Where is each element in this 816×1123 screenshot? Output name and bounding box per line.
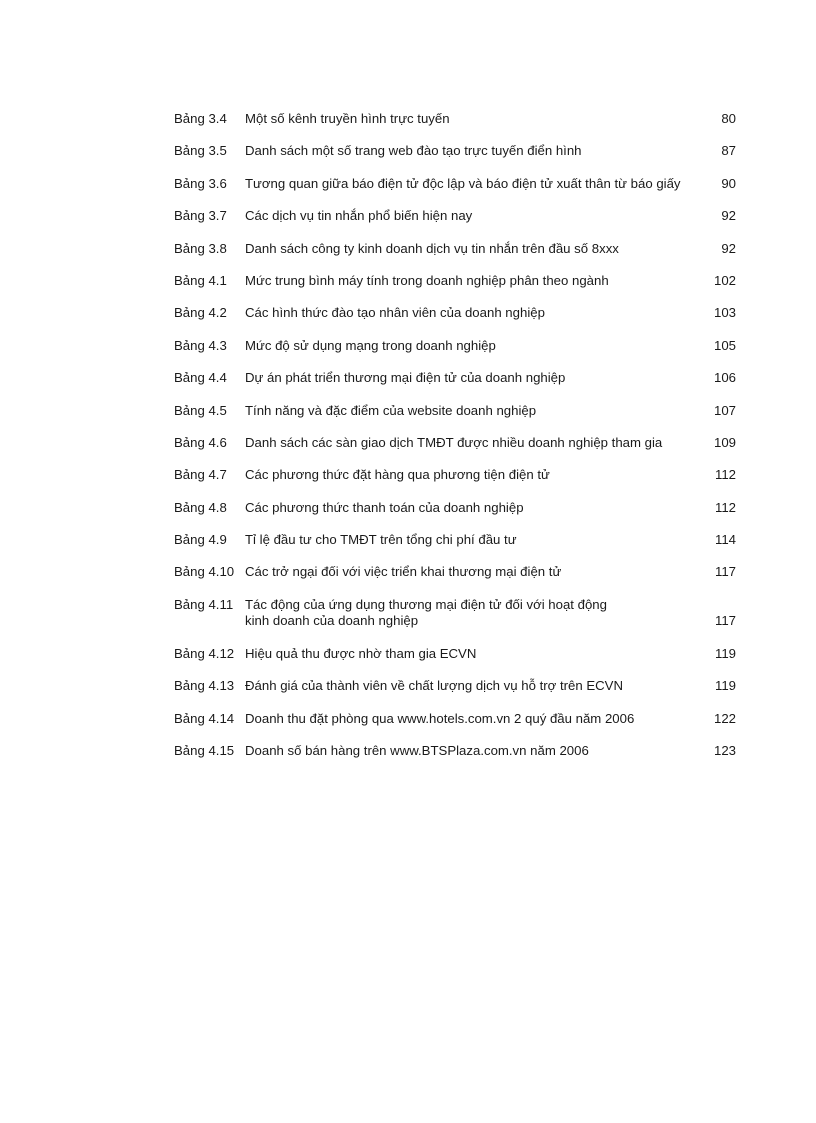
table-number: Bảng 4.6 bbox=[174, 434, 227, 450]
toc-entry-4-6 bbox=[174, 435, 736, 452]
list-of-tables bbox=[174, 111, 736, 775]
table-number: Bảng 3.6 bbox=[174, 175, 227, 191]
toc-entry-3-4 bbox=[174, 111, 736, 128]
page-number: 107 bbox=[713, 402, 736, 418]
toc-entry-4-2 bbox=[174, 305, 736, 322]
toc-entry-4-14 bbox=[174, 711, 736, 728]
page-number: 106 bbox=[713, 370, 736, 386]
table-title: Các dịch vụ tin nhắn phổ biến hiện nay bbox=[245, 208, 473, 224]
page-number: 109 bbox=[713, 434, 736, 450]
table-number: Bảng 4.9 bbox=[174, 532, 227, 548]
toc-entry-3-7 bbox=[174, 208, 736, 225]
page-number: 92 bbox=[721, 208, 736, 224]
toc-entry-4-1 bbox=[174, 273, 736, 290]
table-number: Bảng 3.5 bbox=[174, 143, 227, 159]
page-number: 122 bbox=[713, 710, 736, 726]
table-title: Mức trung bình máy tính trong doanh nghiệp phân theo ngành bbox=[245, 272, 609, 288]
toc-entry-4-5 bbox=[174, 403, 736, 420]
toc-entry-4-15 bbox=[174, 743, 736, 760]
page-number: 119 bbox=[714, 678, 736, 694]
toc-entry-3-8 bbox=[174, 241, 736, 258]
toc-entry-4-12 bbox=[174, 646, 736, 663]
page-number: 123 bbox=[713, 743, 736, 759]
table-number: Bảng 4.2 bbox=[174, 305, 227, 321]
page-number: 117 bbox=[714, 613, 736, 629]
table-title: Dự án phát triển thương mại điện tử của doanh nghiệp bbox=[245, 370, 566, 386]
table-number: Bảng 3.4 bbox=[174, 111, 227, 126]
toc-entry-3-5 bbox=[174, 143, 736, 160]
table-number: Bảng 4.3 bbox=[174, 337, 227, 353]
table-title bbox=[245, 597, 736, 630]
table-title: Các phương thức thanh toán của doanh nghiệp bbox=[245, 499, 524, 515]
table-number: Bảng 4.11 bbox=[174, 596, 234, 612]
page-number: 90 bbox=[721, 175, 736, 191]
table-title: Hiệu quả thu được nhờ tham gia ECVN bbox=[245, 645, 477, 661]
table-title: Tỉ lệ đầu tư cho TMĐT trên tổng chi phí đầu tư bbox=[245, 532, 517, 548]
toc-entry-4-7 bbox=[174, 467, 736, 484]
table-number: Bảng 4.13 bbox=[174, 678, 235, 694]
table-number: Bảng 4.4 bbox=[174, 370, 227, 386]
table-number: Bảng 4.14 bbox=[174, 710, 235, 726]
toc-entry-3-6 bbox=[174, 176, 736, 193]
table-number: Bảng 3.8 bbox=[174, 240, 227, 256]
toc-entry-4-13 bbox=[174, 678, 736, 695]
table-title: Một số kênh truyền hình trực tuyến bbox=[245, 111, 450, 126]
page-number: 105 bbox=[713, 337, 736, 353]
page-number: 80 bbox=[721, 111, 736, 126]
table-number: Bảng 4.15 bbox=[174, 743, 235, 759]
table-number: Bảng 3.7 bbox=[174, 208, 227, 224]
page-number: 102 bbox=[713, 272, 736, 288]
table-number: Bảng 4.7 bbox=[174, 467, 227, 483]
table-number: Bảng 4.5 bbox=[174, 402, 227, 418]
toc-entry-4-11 bbox=[174, 597, 736, 630]
page-number: 103 bbox=[713, 305, 736, 321]
page-number: 87 bbox=[721, 143, 736, 159]
toc-entry-4-3 bbox=[174, 338, 736, 355]
table-title: Các hình thức đào tạo nhân viên của doanh nghiệp bbox=[245, 305, 545, 321]
table-title-line: kinh doanh của doanh nghiệp bbox=[245, 613, 419, 629]
table-title: Danh sách các sàn giao dịch TMĐT được nhiều doanh nghiệp tham gia bbox=[245, 434, 663, 450]
toc-entry-4-9 bbox=[174, 532, 736, 549]
page-number: 112 bbox=[714, 499, 736, 515]
page-number: 92 bbox=[721, 240, 736, 256]
table-title: Danh sách một số trang web đào tạo trực tuyến điển hình bbox=[245, 143, 582, 159]
page-number: 112 bbox=[714, 467, 736, 483]
table-title: Tính năng và đặc điểm của website doanh nghiệp bbox=[245, 402, 537, 418]
table-title: Doanh số bán hàng trên www.BTSPlaza.com.vn năm 2006 bbox=[245, 743, 589, 759]
table-title: Tương quan giữa báo điện tử độc lập và báo điện tử xuất thân từ báo giấy bbox=[245, 175, 681, 191]
page-number: 114 bbox=[714, 532, 736, 548]
toc-entry-4-4 bbox=[174, 370, 736, 387]
table-number: Bảng 4.10 bbox=[174, 564, 235, 580]
table-number: Bảng 4.1 bbox=[174, 272, 227, 288]
page-number: 119 bbox=[714, 645, 736, 661]
table-title-line: Tác động của ứng dụng thương mại điện tử đối với hoạt động bbox=[245, 596, 607, 612]
table-title: Danh sách công ty kinh doanh dịch vụ tin nhắn trên đầu số 8xxx bbox=[245, 240, 619, 256]
table-number: Bảng 4.8 bbox=[174, 499, 227, 515]
table-title: Đánh giá của thành viên về chất lượng dịch vụ hỗ trợ trên ECVN bbox=[245, 678, 623, 694]
toc-entry-4-10 bbox=[174, 564, 736, 581]
table-title: Các phương thức đặt hàng qua phương tiện điện tử bbox=[245, 467, 550, 483]
page-number: 117 bbox=[714, 564, 736, 580]
table-title: Doanh thu đặt phòng qua www.hotels.com.vn 2 quý đầu năm 2006 bbox=[245, 710, 635, 726]
toc-entry-4-8 bbox=[174, 500, 736, 517]
table-title: Mức độ sử dụng mạng trong doanh nghiệp bbox=[245, 337, 496, 353]
table-title: Các trở ngại đối với việc triển khai thương mại điện tử bbox=[245, 564, 562, 580]
table-number: Bảng 4.12 bbox=[174, 645, 235, 661]
